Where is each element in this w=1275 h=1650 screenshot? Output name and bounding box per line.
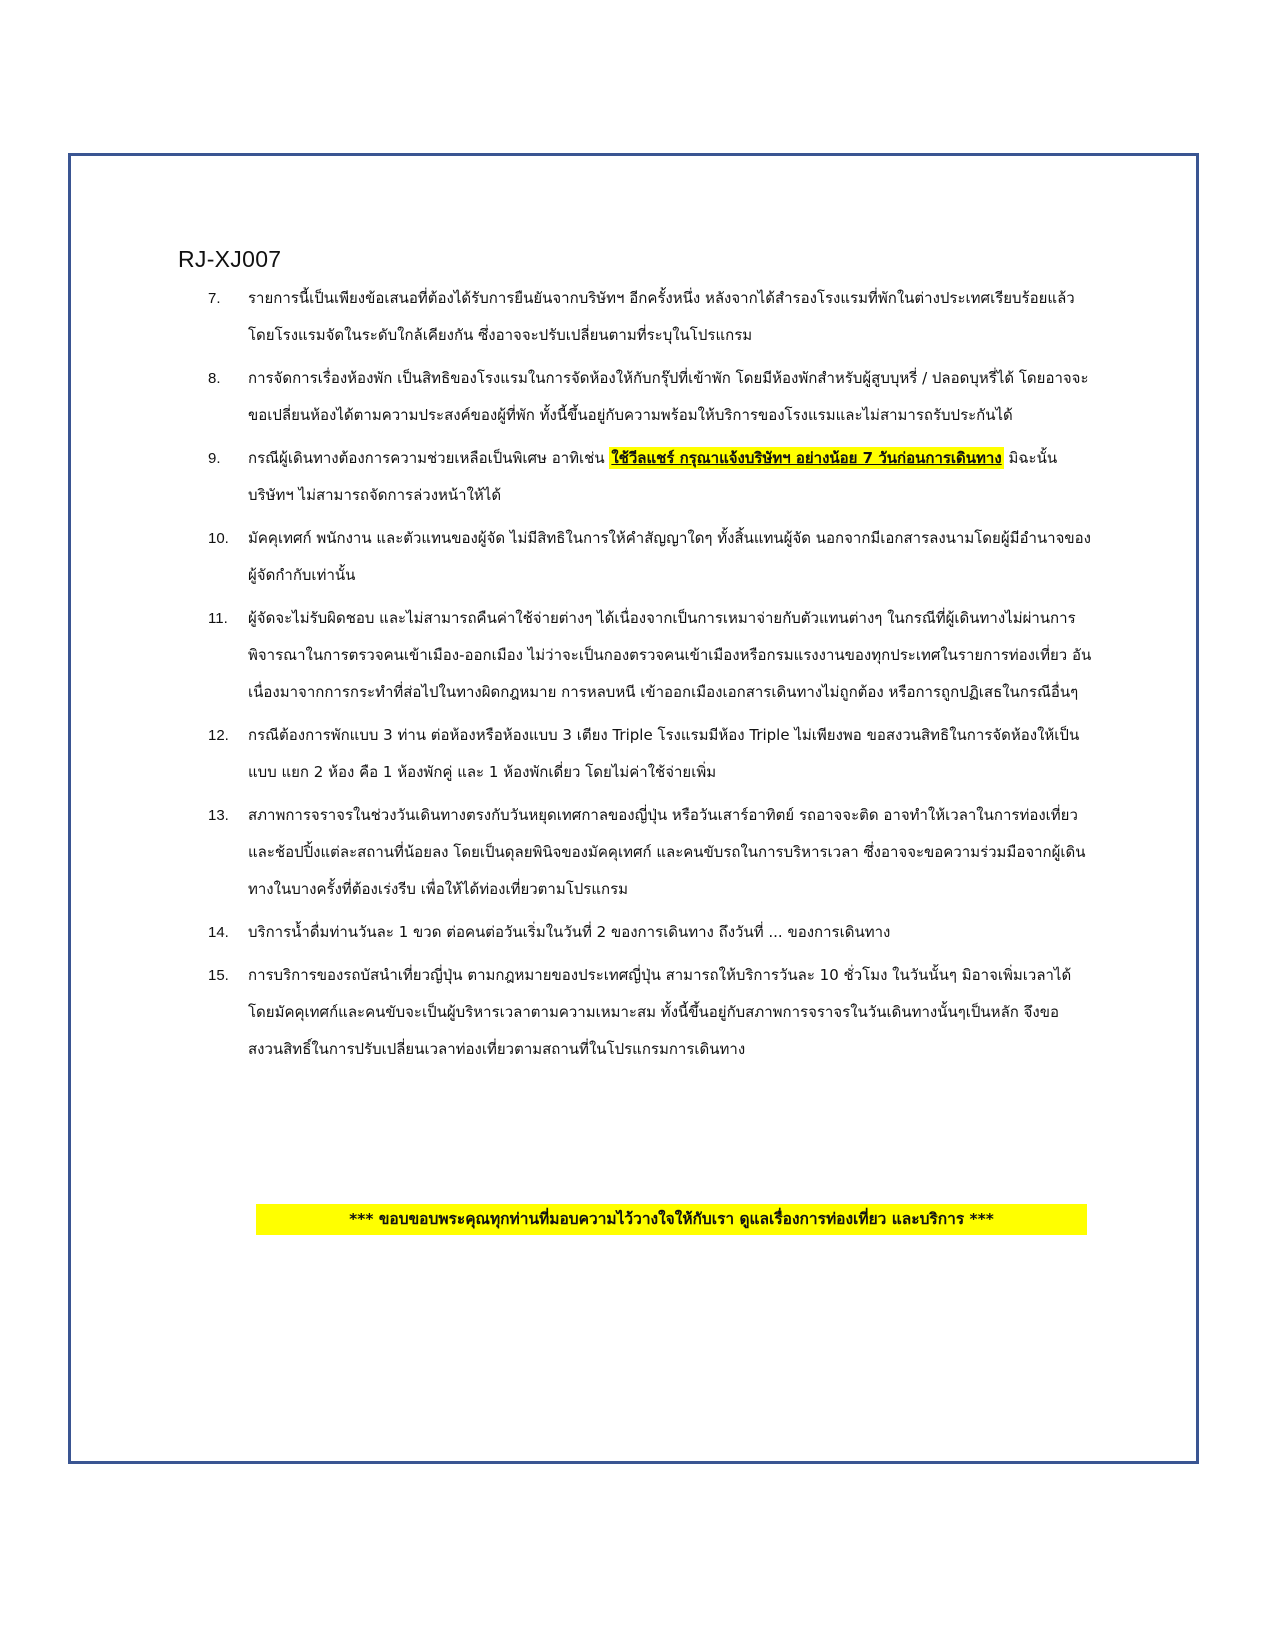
term-number: 15. [208,967,229,984]
term-item-12 [208,717,1094,791]
term-text: สภาพการจราจรในช่วงวันเดินทางตรงกับวันหยุดเทศกาลของญี่ปุ่น หรือวันเสาร์อาทิตย์ รถอาจจะติด อาจทำให้เวลาในการท่องเที่ยว และช้อปปิ้งแต่ละสถานที่น้อยลง โดยเป็นดุลยพินิจของมัคคุเทศก์ และคนขับรถในการบริหารเวลา ซึ่งอาจจะขอความร่วมมือจากผู้เดินทางในบางครั้งที่ต้องเร่งรีบ เพื่อให้ได้ท่องเที่ยวตามโปรแกรม [248,806,1086,898]
term-text: การจัดการเรื่องห้องพัก เป็นสิทธิของโรงแรมในการจัดห้องให้กับกรุ๊ปที่เข้าพัก โดยมีห้องพักสำหรับผู้สูบบุหรี่ / ปลอดบุหรี่ได้ โดยอาจจะขอเปลี่ยนห้องได้ตามความประสงค์ของผู้ที่พัก ทั้งนี้ขึ้นอยู่กับความพร้อมให้บริการของโรงแรมและไม่สามารถรับประกันได้ [248,369,1089,424]
term-item-7 [208,280,1094,354]
term-number: 10. [208,530,229,547]
term-text: บริการน้ำดื่มท่านวันละ 1 ขวด ต่อคนต่อวันเริ่มในวันที่ 2 ของการเดินทาง ถึงวันที่ ... ของการเดินทาง [248,923,891,941]
term-text: รายการนี้เป็นเพียงข้อเสนอที่ต้องได้รับการยืนยันจากบริษัทฯ อีกครั้งหนึ่ง หลังจากได้สำรองโรงแรมที่พักในต่างประเทศเรียบร้อยแล้ว โดยโรงแรมจัดในระดับใกล้เคียงกัน ซึ่งอาจจะปรับเปลี่ยนตามที่ระบุในโปรแกรม [248,289,1075,344]
term-number: 9. [208,450,221,467]
term-text-after: มิฉะนั้นบริษัทฯ ไม่สามารถจัดการล่วงหน้าให้ได้ [248,449,1058,504]
term-number: 14. [208,924,229,941]
term-item-8 [208,360,1094,434]
term-text-before: กรณีผู้เดินทางต้องการความช่วยเหลือเป็นพิเศษ อาทิเช่น [248,449,610,467]
term-text: การบริการของรถบัสนำเที่ยวญี่ปุ่น ตามกฎหมายของประเทศญี่ปุ่น สามารถให้บริการวันละ 10 ชั่วโมง ในวันนั้นๆ มิอาจเพิ่มเวลาได้ โดยมัคคุเทศก์และคนขับจะเป็นผู้บริหารเวลาตามความเหมาะสม ทั้งนี้ขึ้นอยู่กับสภาพการจราจรในวันเดินทางนั้นๆเป็นหลัก จึงขอสงวนสิทธิ์ในการปรับเปลี่ยนเวลาท่องเที่ยวตามสถานที่ในโปรแกรมการเดินทาง [248,966,1072,1058]
term-number: 13. [208,807,229,824]
term-number: 12. [208,727,229,744]
document-code: RJ-XJ007 [178,246,282,272]
term-text: มัคคุเทศก์ พนักงาน และตัวแทนของผู้จัด ไม่มีสิทธิในการให้คำสัญญาใดๆ ทั้งสิ้นแทนผู้จัด นอกจากมีเอกสารลงนามโดยผู้มีอำนาจของผู้จัดกำกับเท่านั้น [248,529,1091,584]
term-text: กรณีต้องการพักแบบ 3 ท่าน ต่อห้องหรือห้องแบบ 3 เตียง Triple โรงแรมมีห้อง Triple ไม่เพียงพอ ขอสงวนสิทธิในการจัดห้องให้เป็นแบบ แยก 2 ห้อง คือ 1 ห้องพักคู่ และ 1 ห้องพักเดี่ยว โดยไม่ค่าใช้จ่ายเพิ่ม [248,726,1080,781]
term-item-15 [208,957,1094,1068]
term-item-14 [208,914,1094,951]
terms-list [208,280,1094,1074]
term-number: 7. [208,290,221,307]
term-text: ผู้จัดจะไม่รับผิดชอบ และไม่สามารถคืนค่าใช้จ่ายต่างๆ ได้เนื่องจากเป็นการเหมาจ่ายกับตัวแทนต่างๆ ในกรณีที่ผู้เดินทางไม่ผ่านการพิจารณาในการตรวจคนเข้าเมือง-ออกเมือง ไม่ว่าจะเป็นกองตรวจคนเข้าเมืองหรือกรมแรงงานของทุกประเทศในรายการท่องเที่ยว อันเนื่องมาจากการกระทำที่ส่อไปในทางผิดกฎหมาย การหลบหนี เข้าออกเมืองเอกสารเดินทางไม่ถูกต้อง หรือการถูกปฏิเสธในกรณีอื่นๆ [248,609,1092,701]
term-item-11 [208,600,1094,711]
term-item-10 [208,520,1094,594]
wheelchair-notice-highlight: ใช้วีลแชร์ กรุณาแจ้งบริษัทฯ อย่างน้อย 7 วันก่อนการเดินทาง [611,449,1002,467]
term-item-9 [208,440,1094,514]
closing-thank-you-banner: *** ขอบขอบพระคุณทุกท่านที่มอบความไว้วางใจให้กับเรา ดูแลเรื่องการท่องเที่ยว และบริการ *** [256,1204,1087,1235]
term-number: 8. [208,370,221,387]
term-item-13 [208,797,1094,908]
term-number: 11. [208,610,228,627]
